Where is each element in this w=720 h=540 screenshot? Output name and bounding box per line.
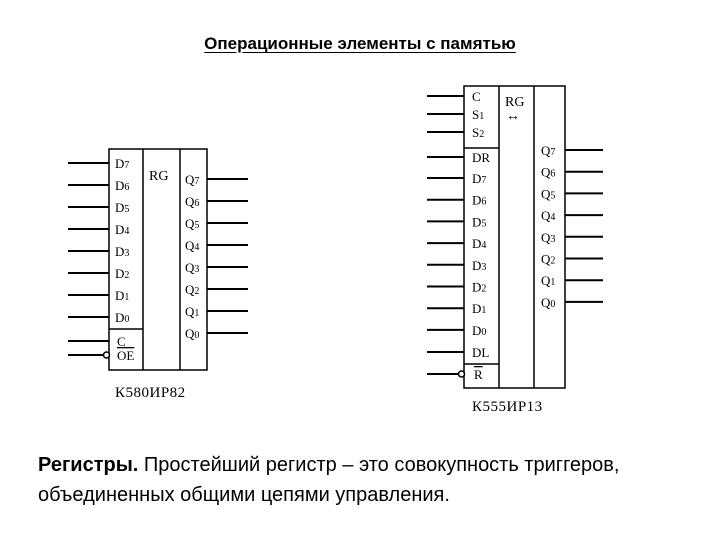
- chip2-reset-label: R: [474, 367, 483, 382]
- chip1-output-label: Q6: [185, 194, 200, 209]
- chip2-pin-label: C: [472, 89, 481, 104]
- chip2-pin-label: D1: [472, 301, 487, 317]
- chip2-left-pins: [427, 89, 490, 382]
- chip2-shift-arrow-icon: ↔: [506, 109, 520, 124]
- chip1-output-label: Q4: [185, 238, 200, 253]
- chip-k555ir13: [427, 86, 603, 415]
- chip2-output-label: Q7: [541, 143, 556, 158]
- chip2-output-label: Q1: [541, 273, 556, 289]
- chip1-input-pins: [68, 156, 129, 325]
- chip2-output-label: Q4: [541, 208, 556, 224]
- chip1-name: К580ИР82: [115, 385, 186, 401]
- chip1-input-label: D5: [115, 200, 130, 215]
- chip2-name: К555ИР13: [472, 399, 543, 415]
- chip1-output-label: Q7: [185, 172, 200, 187]
- chip1-control-pins: [68, 334, 134, 363]
- chip2-output-label: Q2: [541, 251, 556, 267]
- chip2-output-label: Q6: [541, 164, 556, 180]
- chip1-input-label: D7: [115, 156, 130, 171]
- chip2-output-label: Q5: [541, 186, 556, 202]
- chip1-input-label: D4: [115, 222, 130, 237]
- chip1-input-label: D2: [115, 266, 130, 281]
- inversion-bubble-icon: [459, 371, 465, 377]
- chip1-output-label: Q5: [185, 216, 200, 231]
- chip2-pin-label: D2: [472, 279, 487, 295]
- chip1-output-pins: [185, 172, 248, 341]
- chip1-input-label: D6: [115, 178, 130, 193]
- chip1-output-label: Q2: [185, 282, 200, 297]
- chip1-input-label: D0: [115, 310, 130, 325]
- caption-term: Регистры.: [38, 454, 139, 476]
- chip1-input-label: D1: [115, 288, 130, 303]
- chip2-pin-label: D6: [472, 192, 487, 208]
- page-title: Операционные элементы с памятью: [204, 34, 516, 53]
- chip2-output-pins: [541, 143, 603, 310]
- caption-text: Простейший регистр – это совокупность триггеров, объединенных общими цепями управления.: [38, 454, 620, 506]
- chip2-pin-label: S1: [472, 107, 485, 122]
- chip2-pin-label: S2: [472, 125, 485, 140]
- chip1-function-label: RG: [149, 169, 169, 184]
- chip1-control-label: OE: [117, 348, 135, 363]
- chip1-output-label: Q0: [185, 326, 200, 341]
- caption: [38, 450, 698, 510]
- chip1-input-label: D3: [115, 244, 130, 259]
- chip1-output-label: Q3: [185, 260, 200, 275]
- chip2-pin-label: D4: [472, 236, 487, 252]
- chip2-pin-label: DR: [472, 150, 491, 165]
- chip2-pin-label: D3: [472, 257, 487, 273]
- chip-k580ir82: [68, 149, 248, 401]
- chip2-pin-label: D7: [472, 171, 487, 186]
- chip2-output-label: Q3: [541, 229, 556, 245]
- chip2-pin-label: D0: [472, 322, 487, 338]
- chip2-function-label: RG: [505, 95, 525, 110]
- chip2-pin-label: DL: [472, 345, 490, 360]
- inversion-bubble-icon: [104, 352, 110, 358]
- chip2-output-label: Q0: [541, 294, 556, 310]
- chip1-control-label: C: [117, 334, 126, 349]
- chip2-pin-label: D5: [472, 214, 487, 230]
- chip1-output-label: Q1: [185, 304, 200, 319]
